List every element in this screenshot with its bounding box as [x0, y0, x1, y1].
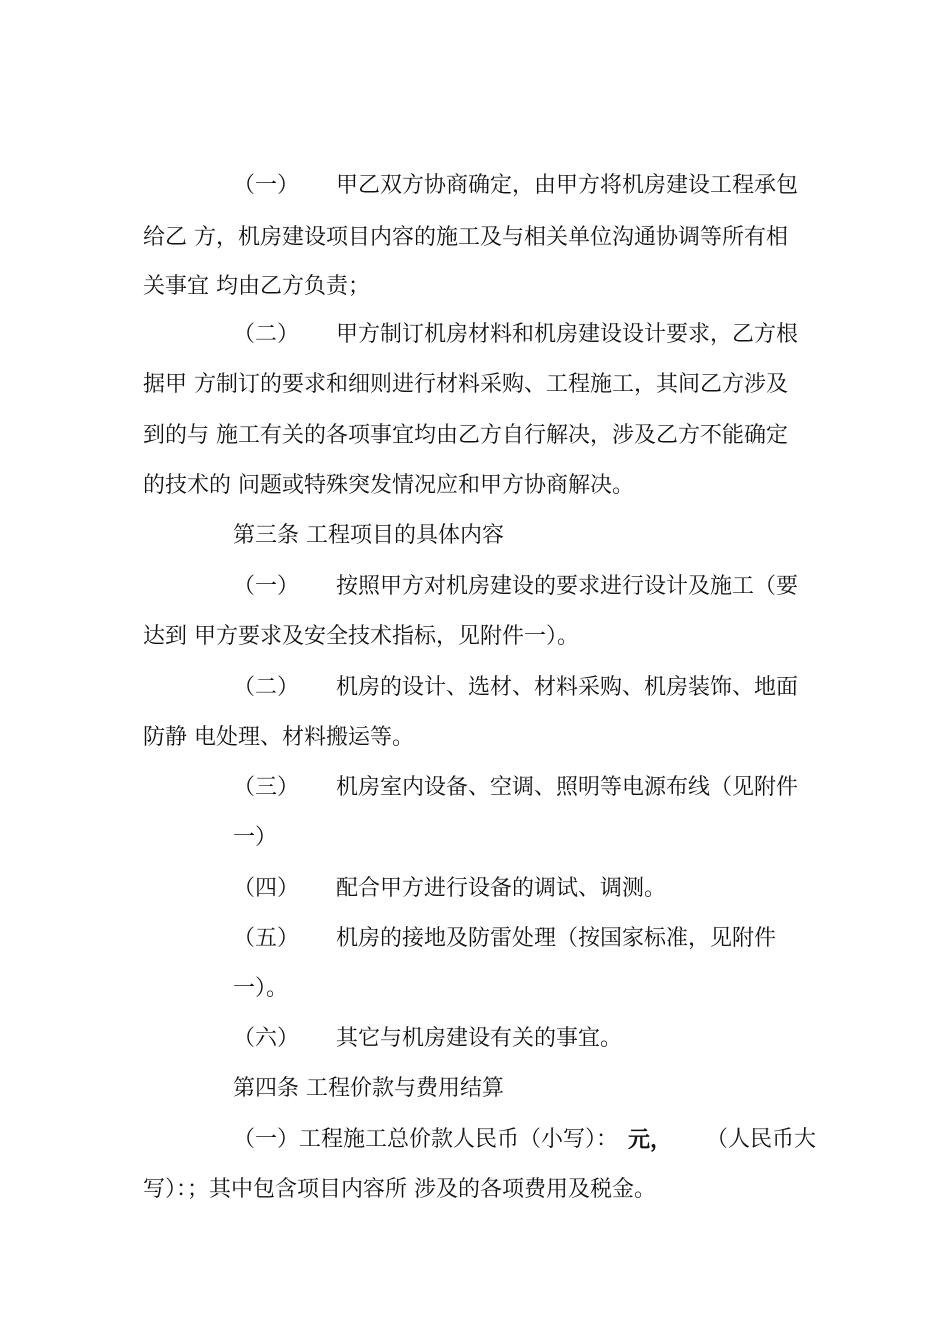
- paragraph-line: 其它与机房建设有关的事宜。: [336, 1026, 623, 1051]
- paragraph-line: （一）工程施工总价款人民币（小写）：: [233, 1127, 619, 1152]
- paragraph-line: 配合甲方进行设备的调试、调测。: [336, 876, 667, 901]
- amount-unit: 元，: [628, 1127, 673, 1153]
- article-heading: 第三条 工程项目的具体内容: [233, 523, 504, 548]
- clause-number: （二）: [233, 322, 300, 347]
- clause-number: （四）: [233, 876, 300, 901]
- clause-number: （五）: [233, 926, 300, 951]
- paragraph-line: 给乙 方，机房建设项目内容的施工及与相关单位沟通协调等所有相: [143, 225, 788, 250]
- clause-number: （六）: [233, 1026, 300, 1051]
- paragraph-line: 一）。: [233, 976, 289, 1001]
- paragraph-line: 防静 电处理、材料搬运等。: [143, 725, 414, 750]
- paragraph-line: 的技术的 问题或特殊突发情况应和甲方协商解决。: [143, 473, 634, 498]
- paragraph-line: 写）：；其中包含项目内容所 涉及的各项费用及税金。: [143, 1177, 656, 1202]
- clause-number: （三）: [233, 775, 300, 800]
- paragraph-line: 甲方制订机房材料和机房建设设计要求，乙方根: [336, 322, 799, 347]
- clause-number: （一）: [233, 574, 300, 599]
- paragraph-line: 机房的接地及防雷处理（按国家标准，见附件: [336, 926, 777, 951]
- paragraph-line: 一）: [233, 825, 278, 850]
- paragraph-line: 机房室内设备、空调、照明等电源布线（见附件: [336, 775, 799, 800]
- paragraph-line: （人民币大: [706, 1127, 817, 1152]
- clause-number: （二）: [233, 675, 300, 700]
- paragraph-line: 甲乙双方协商确定，由甲方将机房建设工程承包: [336, 173, 799, 198]
- article-heading: 第四条 工程价款与费用结算: [233, 1076, 504, 1101]
- paragraph-line: 到的与 施工有关的各项事宜均由乙方自行解决，涉及乙方不能确定: [143, 423, 788, 448]
- paragraph-line: 据甲 方制订的要求和细则进行材料采购、工程施工，其间乙方涉及: [143, 372, 788, 397]
- paragraph-line: 机房的设计、选材、材料采购、机房装饰、地面: [336, 675, 799, 700]
- clause-number: （一）: [233, 173, 300, 198]
- paragraph-line: 关事宜 均由乙方负责；: [143, 274, 370, 299]
- paragraph-line: 按照甲方对机房建设的要求进行设计及施工（要: [336, 574, 799, 599]
- paragraph-line: 达到 甲方要求及安全技术指标，见附件一）。: [143, 624, 579, 649]
